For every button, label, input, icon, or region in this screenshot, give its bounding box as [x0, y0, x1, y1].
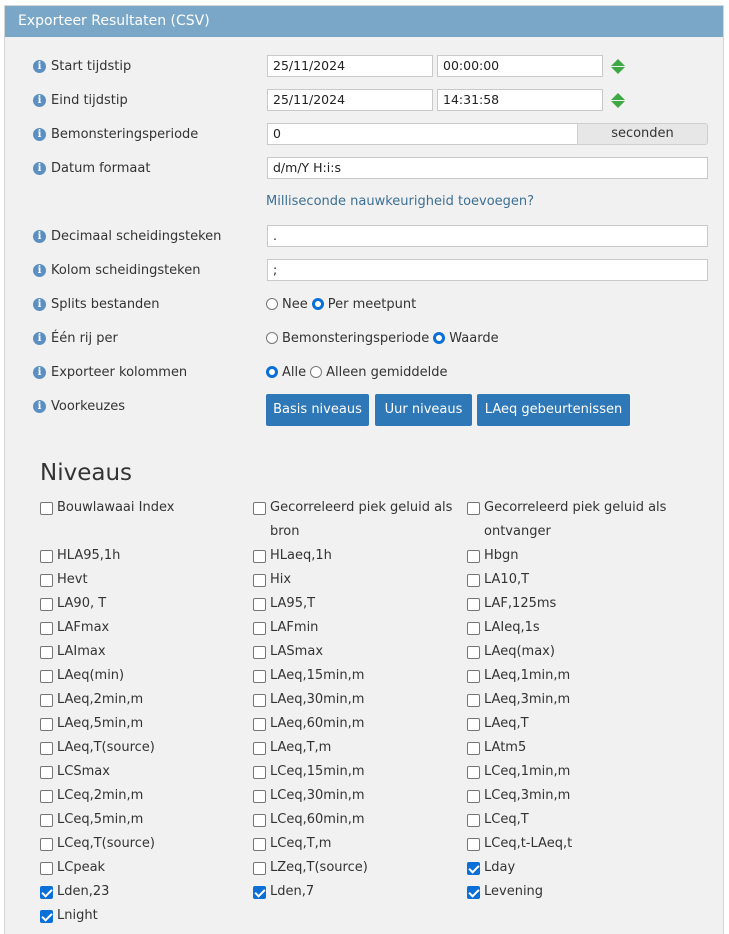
level-label: LAeq(min)	[57, 668, 125, 683]
level-checkbox-item[interactable]	[253, 740, 453, 760]
checkbox[interactable]	[40, 670, 53, 683]
level-checkbox-item[interactable]	[40, 596, 240, 616]
preset-uur-button[interactable]: Uur niveaus	[375, 394, 472, 426]
checkbox[interactable]	[40, 502, 53, 515]
level-label: LCeq,T(source)	[57, 836, 155, 851]
period-unit: seconden	[577, 123, 708, 145]
checkbox[interactable]	[40, 646, 53, 659]
level-label: LA90, T	[57, 596, 107, 611]
level-checkbox-item[interactable]	[467, 572, 667, 592]
level-checkbox-item[interactable]	[253, 716, 453, 736]
level-label: LCeq,60min,m	[270, 812, 365, 827]
checkbox[interactable]	[253, 718, 266, 731]
info-icon[interactable]: i	[33, 60, 46, 73]
level-checkbox-item[interactable]	[467, 764, 667, 784]
level-label: Lnight	[57, 908, 98, 923]
column-separator-input[interactable]: ;	[267, 259, 708, 281]
level-checkbox-item[interactable]	[40, 692, 240, 712]
level-label: LAeq,5min,m	[57, 716, 144, 731]
end-time-input[interactable]: 14:31:58	[437, 89, 603, 111]
info-icon[interactable]: i	[33, 400, 46, 413]
level-label: LCpeak	[57, 860, 106, 875]
checkbox[interactable]	[467, 502, 480, 515]
level-checkbox-item[interactable]	[467, 500, 667, 544]
checkbox[interactable]	[467, 574, 480, 587]
level-label: Lden,7	[270, 884, 315, 899]
checkbox[interactable]	[253, 742, 266, 755]
level-label: LASmax	[270, 644, 324, 659]
checkbox[interactable]	[40, 766, 53, 779]
level-checkbox-item[interactable]	[40, 764, 240, 784]
level-checkbox-item[interactable]	[467, 836, 667, 856]
split-row: i Splits bestanden Nee Per meetpunt	[5, 292, 723, 316]
level-checkbox-item[interactable]	[467, 860, 667, 880]
level-checkbox-item[interactable]	[467, 668, 667, 688]
row-per-row: i Één rij per Bemonsteringsperiode Waarde	[5, 326, 723, 350]
checkbox[interactable]	[467, 742, 480, 755]
checkbox[interactable]	[467, 646, 480, 659]
level-checkbox-item[interactable]	[253, 668, 453, 688]
checkbox[interactable]	[40, 598, 53, 611]
level-checkbox-item[interactable]	[467, 692, 667, 712]
level-checkbox-item[interactable]	[467, 812, 667, 832]
level-checkbox-item[interactable]	[467, 740, 667, 760]
level-checkbox-item[interactable]	[253, 788, 453, 808]
checkbox[interactable]	[253, 814, 266, 827]
level-label: LZeq,T(source)	[270, 860, 368, 875]
checkbox[interactable]	[40, 550, 53, 563]
export-panel	[4, 5, 724, 934]
checkbox[interactable]	[467, 814, 480, 827]
level-checkbox-item[interactable]	[253, 884, 453, 904]
info-icon[interactable]: i	[33, 162, 46, 175]
level-label: LCeq,30min,m	[270, 788, 365, 803]
checkbox[interactable]	[40, 814, 53, 827]
level-checkbox-item[interactable]	[253, 836, 453, 856]
checkbox[interactable]	[253, 502, 266, 515]
checkbox[interactable]	[467, 694, 480, 707]
level-label: LCeq,T	[484, 812, 529, 827]
level-label: LA10,T	[484, 572, 530, 587]
split-radio-nee[interactable]	[266, 298, 278, 310]
row-per-radio-period[interactable]	[266, 332, 278, 344]
level-label: HLaeq,1h	[270, 548, 332, 563]
checkbox[interactable]	[467, 550, 480, 563]
export-cols-radio-all[interactable]	[266, 366, 278, 378]
checkbox[interactable]	[467, 766, 480, 779]
export-cols-row: i Exporteer kolommen Alle Alleen gemiddelde	[5, 360, 723, 384]
checkbox[interactable]	[40, 886, 53, 899]
level-checkbox-item[interactable]	[253, 572, 453, 592]
level-label: Gecorreleerd piek geluid als ontvanger	[484, 500, 667, 539]
level-checkbox-item[interactable]	[40, 572, 240, 592]
level-label: LAtm5	[484, 740, 527, 755]
info-icon[interactable]: i	[33, 128, 46, 141]
decimal-row: i Decimaal scheidingsteken .	[5, 224, 723, 248]
level-checkbox-item[interactable]	[40, 884, 240, 904]
level-label: LA95,T	[270, 596, 316, 611]
level-checkbox-item[interactable]	[253, 620, 453, 640]
checkbox[interactable]	[253, 574, 266, 587]
export-cols-options: Alle Alleen gemiddelde	[266, 360, 452, 384]
period-input[interactable]: 0	[267, 123, 583, 145]
checkbox[interactable]	[467, 622, 480, 635]
level-label: LAeq,15min,m	[270, 668, 365, 683]
level-checkbox-item[interactable]	[253, 644, 453, 664]
info-icon[interactable]: i	[33, 332, 46, 345]
level-label: LAeq,1min,m	[484, 668, 571, 683]
info-icon[interactable]: i	[33, 94, 46, 107]
level-checkbox-item[interactable]	[40, 740, 240, 760]
checkbox[interactable]	[467, 838, 480, 851]
level-checkbox-item[interactable]	[253, 764, 453, 784]
row-per-options: Bemonsteringsperiode Waarde	[266, 326, 503, 350]
checkbox[interactable]	[253, 790, 266, 803]
checkbox[interactable]	[40, 622, 53, 635]
level-checkbox-item[interactable]	[40, 716, 240, 736]
checkbox[interactable]	[253, 694, 266, 707]
level-label: LCeq,1min,m	[484, 764, 571, 779]
level-label: LCeq,3min,m	[484, 788, 571, 803]
level-checkbox-item[interactable]	[40, 836, 240, 856]
level-label: LCeq,T,m	[270, 836, 332, 851]
checkbox[interactable]	[253, 598, 266, 611]
checkbox[interactable]	[40, 742, 53, 755]
level-checkbox-item[interactable]	[40, 548, 240, 568]
level-checkbox-item[interactable]	[40, 908, 240, 928]
level-checkbox-item[interactable]	[253, 812, 453, 832]
start-time-input[interactable]: 00:00:00	[437, 55, 603, 77]
level-label: LAeq,T	[484, 716, 529, 731]
checkbox[interactable]	[40, 718, 53, 731]
levels-title: Niveaus	[40, 460, 133, 486]
level-checkbox-item[interactable]	[467, 716, 667, 736]
level-checkbox-item[interactable]	[40, 644, 240, 664]
level-label: HLA95,1h	[57, 548, 121, 563]
level-label: LAImax	[57, 644, 106, 659]
level-checkbox-item[interactable]	[40, 788, 240, 808]
info-icon[interactable]: i	[33, 230, 46, 243]
period-row: i Bemonsteringsperiode 0 seconden	[5, 122, 723, 146]
date-format-row: i Datum formaat d/m/Y H:i:s	[5, 156, 723, 180]
preset-laeq-button[interactable]: LAeq gebeurtenissen	[477, 394, 630, 426]
level-label: LAFmax	[57, 620, 110, 635]
date-format-input[interactable]: d/m/Y H:i:s	[267, 157, 708, 179]
level-label: LCeq,15min,m	[270, 764, 365, 779]
level-checkbox-item[interactable]	[253, 596, 453, 616]
info-icon[interactable]: i	[33, 264, 46, 277]
level-checkbox-item[interactable]	[253, 860, 453, 880]
level-label: LAeq,30min,m	[270, 692, 365, 707]
level-checkbox-item[interactable]	[40, 812, 240, 832]
level-checkbox-item[interactable]	[40, 500, 240, 520]
info-icon[interactable]: i	[33, 366, 46, 379]
checkbox[interactable]	[253, 838, 266, 851]
level-checkbox-item[interactable]	[253, 692, 453, 712]
level-label: LAeq,60min,m	[270, 716, 365, 731]
checkbox[interactable]	[467, 670, 480, 683]
level-checkbox-item[interactable]	[40, 620, 240, 640]
level-label: LCSmax	[57, 764, 110, 779]
checkbox[interactable]	[40, 910, 53, 923]
end-row: i Eind tijdstip 25/11/2024 14:31:58	[5, 88, 723, 112]
level-label: Lday	[484, 860, 516, 875]
checkbox[interactable]	[467, 598, 480, 611]
level-label: Gecorreleerd piek geluid als bron	[270, 500, 453, 539]
checkbox[interactable]	[253, 862, 266, 875]
checkbox[interactable]	[40, 694, 53, 707]
row-per-radio-value[interactable]	[433, 332, 445, 344]
split-radio-per-meetpunt[interactable]	[312, 298, 324, 310]
checkbox[interactable]	[253, 670, 266, 683]
level-label: LAIeq,1s	[484, 620, 540, 635]
level-label: LAF,125ms	[484, 596, 557, 611]
millisecond-link[interactable]: Milliseconde nauwkeurigheid toevoegen?	[266, 194, 535, 209]
level-label: LCeq,5min,m	[57, 812, 144, 827]
checkbox[interactable]	[40, 838, 53, 851]
level-label: LCeq,t-LAeq,t	[484, 836, 573, 851]
level-label: Hix	[270, 572, 292, 587]
level-label: LCeq,2min,m	[57, 788, 144, 803]
checkbox[interactable]	[40, 862, 53, 875]
level-checkbox-item[interactable]	[467, 620, 667, 640]
level-checkbox-item[interactable]	[467, 596, 667, 616]
level-checkbox-item[interactable]	[253, 548, 453, 568]
level-label: Bouwlawaai Index	[57, 500, 175, 515]
decimal-separator-input[interactable]: .	[267, 225, 708, 247]
level-label: Hevt	[57, 572, 88, 587]
start-time-spinner-icon[interactable]	[611, 59, 625, 75]
split-options: Nee Per meetpunt	[266, 292, 420, 316]
level-checkbox-item[interactable]	[253, 500, 453, 544]
level-checkbox-item[interactable]	[467, 884, 667, 904]
column-sep-row: i Kolom scheidingsteken ;	[5, 258, 723, 282]
checkbox[interactable]	[253, 550, 266, 563]
level-label: Hbgn	[484, 548, 519, 563]
checkbox[interactable]	[467, 862, 480, 875]
level-label: Levening	[484, 884, 544, 899]
panel-title: Exporteer Resultaten (CSV)	[5, 6, 723, 37]
start-date-input[interactable]: 25/11/2024	[267, 55, 433, 77]
level-label: LAeq(max)	[484, 644, 555, 659]
level-label: LAeq,3min,m	[484, 692, 571, 707]
checkbox[interactable]	[253, 766, 266, 779]
level-checkbox-item[interactable]	[40, 860, 240, 880]
level-label: Lden,23	[57, 884, 110, 899]
export-cols-radio-average[interactable]	[310, 366, 322, 378]
end-time-spinner-icon[interactable]	[611, 93, 625, 109]
level-checkbox-item[interactable]	[467, 644, 667, 664]
checkbox[interactable]	[467, 790, 480, 803]
end-date-input[interactable]: 25/11/2024	[267, 89, 433, 111]
start-row: i Start tijdstip 25/11/2024 00:00:00	[5, 54, 723, 78]
level-label: LAeq,T(source)	[57, 740, 155, 755]
level-label: LAeq,2min,m	[57, 692, 144, 707]
level-label: LAeq,T,m	[270, 740, 332, 755]
level-label: LAFmin	[270, 620, 319, 635]
checkbox[interactable]	[253, 886, 266, 899]
preset-basis-button[interactable]: Basis niveaus	[266, 394, 369, 426]
presets-row: i Voorkeuzes Basis niveaus Uur niveaus LAeq gebeurtenissen	[5, 394, 723, 418]
checkbox[interactable]	[40, 574, 53, 587]
checkbox[interactable]	[253, 646, 266, 659]
checkbox[interactable]	[467, 886, 480, 899]
info-icon[interactable]: i	[33, 298, 46, 311]
level-checkbox-item[interactable]	[467, 788, 667, 808]
checkbox[interactable]	[40, 790, 53, 803]
level-checkbox-item[interactable]	[40, 668, 240, 688]
checkbox[interactable]	[467, 718, 480, 731]
checkbox[interactable]	[253, 622, 266, 635]
level-checkbox-item[interactable]	[467, 548, 667, 568]
